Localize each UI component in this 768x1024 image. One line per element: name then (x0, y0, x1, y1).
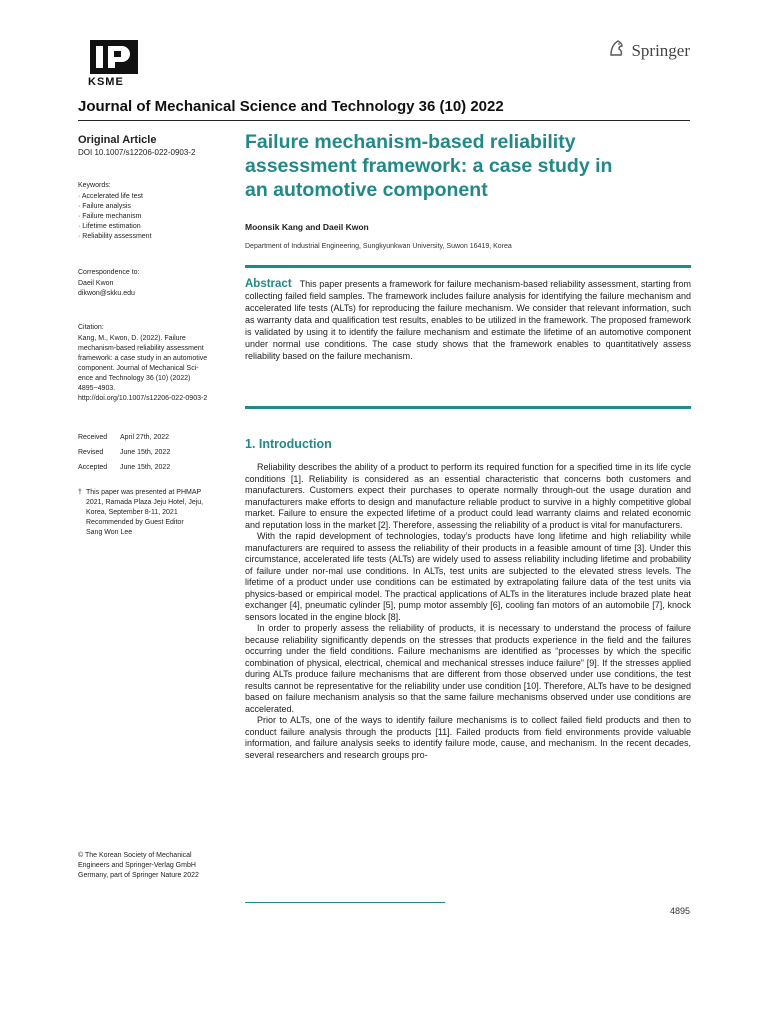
date-row (78, 463, 228, 478)
note-line: Korea, September 8-11, 2021 (86, 509, 178, 516)
copyright-line: © The Korean Society of Mechanical (78, 852, 192, 859)
springer-logo (607, 38, 690, 63)
springer-horse-icon (607, 38, 627, 63)
note-line: Sang Won Lee (86, 529, 133, 536)
copyright-notice (78, 851, 228, 881)
article-type: Original Article (78, 134, 157, 146)
journal-title: Journal of Mechanical Science and Technology 36 (10) 2022 (78, 98, 504, 115)
abstract-top-rule (245, 265, 691, 268)
dates-block (78, 433, 228, 478)
article-title (245, 130, 691, 202)
abstract-label: Abstract (245, 278, 292, 290)
page-number: 4895 (669, 906, 690, 916)
section-heading-introduction: 1. Introduction (245, 437, 332, 451)
date-row (78, 433, 228, 448)
title-line: an automotive component (245, 179, 488, 201)
keywords-heading: Keywords: (78, 182, 111, 189)
note-line: This paper was presented at PHMAP (86, 489, 202, 496)
correspondence-heading: Correspondence to: (78, 269, 140, 276)
abstract-bottom-rule (245, 406, 691, 409)
citation-line: mechanism-based reliability assessment (78, 345, 204, 352)
keyword-item: · Failure mechanism (78, 213, 142, 220)
copyright-line: Engineers and Springer-Verlag GmbH (78, 862, 196, 869)
citation-line: Kang, M., Kwon, D. (2022). Failure (78, 335, 186, 342)
keyword-item: · Lifetime estimation (78, 223, 141, 230)
date-label: Received (78, 434, 108, 441)
title-line: assessment framework: a case study in (245, 155, 613, 177)
date-value: June 15th, 2022 (120, 464, 171, 471)
citation-line: framework: a case study in an automotive (78, 355, 208, 362)
citation-block (78, 334, 228, 404)
abstract-text: This paper presents a framework for failure mechanism-based reliability assessment, starting from collecting failed field samples. The framework includes failure analysis for identifying the failure mechanism and accelerated life tests (ALTs) for reproducing the failure mechanism. We consider that relevant information, such as warranty data and qualification test results, enables to be utilized in the framework. The proposed framework is validated by using it to identify the failure mechanism and estimate the lifetime of an automotive component under normal use conditions. The case study shows that the framework enables to quantitatively assess reliability based on the failure mechanism. (245, 279, 691, 361)
note-line: Recommended by Guest Editor (86, 519, 184, 526)
citation-line: 4895~4903. (78, 385, 116, 392)
citation-heading: Citation: (78, 324, 104, 331)
authors: Moonsik Kang and Daeil Kwon (245, 222, 369, 232)
date-row (78, 448, 228, 463)
dagger-mark: † (78, 489, 82, 496)
paragraph: In order to properly assess the reliability of products, it is necessary to understand the process of failure because reliability significantly depends on the stresses that products experience in the field and the failures occurring under the field conditions. Failure mechanisms are identified as “processes by which the specific combination of physical, electrical, chemical and mechanical stresses induce failure” [9]. If the stresses applied during ALTs produce failure mechanisms that are different from those observed under use conditions, the test results cannot be representative for the reliability under use condition [10]. Therefore, ALTs have to be designed based on failure mechanism analysis so that the same failure mechanisms observed under use conditions are accelerated. (245, 623, 691, 714)
correspondence-email[interactable]: dikwon@skku.edu (78, 290, 135, 297)
date-value: June 15th, 2022 (120, 449, 171, 456)
citation-link[interactable]: http://doi.org/10.1007/s12206-022-0903-2 (78, 395, 208, 402)
keywords-list (78, 192, 228, 242)
copyright-line: Germany, part of Springer Nature 2022 (78, 872, 199, 879)
note-line: 2021, Ramada Plaza Jeju Hotel, Jeju, (86, 499, 204, 506)
paragraph: With the rapid development of technologies, today’s products have long lifetime and high reliability while manufacturers are required to assess the reliability of their products in a feasible amount of time [3]. Under this circumstance, accelerated life tests (ALTs) are widely used to assess reliability including lifetime and probability of failure under nor-mal use conditions. In ALTs, test units are subjected to the elevated stress levels. The lifetime of a product under use conditions can be estimated by extrapolating failure data of the test units via physics-based or empirical model. The practical applications of ALTs in the literatures include brazed plate heat exchanger [4], pneumatic cylinder [5], pump motor assembly [6], cooling fan motors of an automobile [7], knock sensors located in the engine block [8]. (245, 531, 691, 622)
correspondence-name: Daeil Kwon (78, 280, 114, 287)
ksme-logo-text: KSME (88, 76, 124, 88)
paragraph: Prior to ALTs, one of the ways to identify failure mechanisms is to collect failed field products and then to conduct failure analysis through the products [11]. Failed products from field environments provide valuable information, and failure analysis seeks to identify failure mode, cause, and mechanism. In the recent decades, several researchers and research groups pro- (245, 715, 691, 760)
correspondence-block (78, 279, 228, 299)
keyword-item: · Reliability assessment (78, 233, 152, 240)
citation-line: component. Journal of Mechanical Sci- (78, 365, 199, 372)
keyword-item: · Accelerated life test (78, 193, 143, 200)
citation-line: ence and Technology 36 (10) (2022) (78, 375, 191, 382)
title-line: Failure mechanism-based reliability (245, 131, 576, 153)
affiliation: Department of Industrial Engineering, Sungkyunkwan University, Suwon 16419, Korea (245, 243, 512, 250)
date-label: Accepted (78, 464, 108, 471)
keyword-item: · Failure analysis (78, 203, 131, 210)
date-value: April 27th, 2022 (120, 434, 170, 441)
date-label: Revised (78, 449, 104, 456)
presentation-note (78, 488, 228, 538)
header-divider (78, 120, 690, 121)
publisher-name: Springer (631, 40, 690, 60)
paragraph: Reliability describes the ability of a product to perform its required function for a specified time in its life cycle conditions [1]. Reliability is considered as an essential characteristic that concerns both customers and manufacturers. Customers expect their purchases to operate normally through-out the usage duration and manufacturers make efforts to design and manufacture reliable product to survive in a highly competitive global market. Failure to ensure the expected lifetime of a product could lead warranty claims and related economic and reputation loss in the market [2]. Therefore, assessing the reliability of a product is vital for manufacturers. (245, 462, 691, 530)
footer-rule (245, 902, 445, 903)
doi: DOI 10.1007/s12206-022-0903-2 (78, 148, 196, 157)
body-text (245, 462, 691, 761)
abstract (245, 278, 691, 362)
